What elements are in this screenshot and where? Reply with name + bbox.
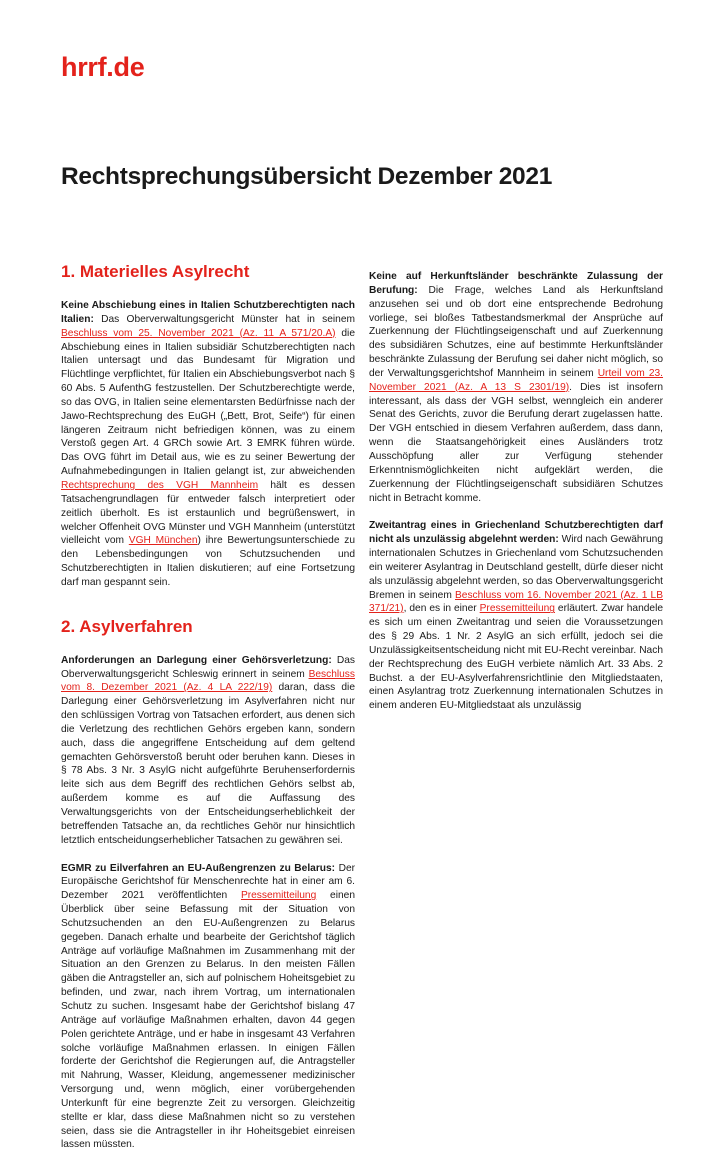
article-text: Wird nach Gewährung internationalen Schutzes in Griechenland vom Schutzsuchenden ein weiterer Asylantrag in Deutschland gestellt, dürfe dieser nicht als unzulässig abgelehnt werden, so das Oberverwaltungsgericht Bremen in seinem [369,534,663,601]
section-heading-asylverfahren: 2. Asylverfahren [61,616,193,636]
left-column [61,262,355,1166]
article-text: , den es in einer [403,603,480,615]
article-gehoersverletzung [61,654,355,848]
article-text: Das Oberverwaltungsgericht Münster hat in seinem [93,313,355,325]
article-text: Das Oberverwaltungsgericht Schleswig erinnert in seinem [61,654,356,680]
link-rechtsprechung-vgh-mannheim[interactable]: Rechtsprechung des VGH Mannheim [61,479,259,491]
site-logo[interactable]: hrrf.de [61,52,145,82]
article-lead: Keine auf Herkunftsländer beschränkte Zulassung der Berufung: [369,271,663,296]
section-heading-materielles-asylrecht: 1. Materielles Asylrecht [61,262,250,281]
right-column [369,270,663,727]
article-text: die Abschiebung eines in Italien subsidiär Schutzberechtigten nach Italien untersagt und das Bundesamt für Migration und Flüchtlinge verpflichtet, für Italien ein Abschiebungsverbot nach § 60 Abs. 5 AufenthG festzustellen. Der Schutzberechtigte werde, so das OVG, in Italien seine elementarsten Bedürfnisse nach der Jawo-Rechtsprechung des EuGH („Bett, Brot, Seife“) für einen längeren Zeitraum nicht befriedigen können, was zu einem Verstoß gegen Art. 4 GRCh sowie Art. 3 EMRK führen würde. Das OVG führt im Detail aus, wie es zu seiner Bewertung der Aufnahmebedingungen in Italien gelangt ist, zur abweichenden [61,327,355,478]
article-text: einen Überblick über seine Befassung mit der Situation von Schutzsuchenden an den EU-Außengrenzen zu Belarus gegeben. Danach erhalte und bearbeite der Gerichtshof täglich Anträge auf vorläufige Maßnahmen im Zusammenhang mit der Situation an den Grenzen zu Belarus. In den meisten Fällen gäben die Antragsteller an, sich auf polnischem Hoheitsgebiet zu befinden, und zwar, nach ihrem Vortrag, um internationalen Schutz zu suchen. Insgesamt habe der Gerichtshof bislang 47 Anträge auf vorläufige Maßnahmen erhalten, davon 44 gegen Polen gerichtete Anträge, und er habe in insgesamt 43 Verfahren solche vorläufige Maßnahmen erlassen. In einigen Fällen forderte der Gerichtshof die Regierungen auf, die Antragsteller mit Nahrung, Wasser, Kleidung, angemessener medizinischer Versorgung und, wenn möglich, einer vorübergehenden Unterkunft für eine begrenzte Zeit zu versorgen. Gleichzeitig stellte er klar, dass diese Maßnahmen nicht so zu verstehen seien, dass sie die Antragsteller in ihr Hoheitsgebiet einreisen lassen müssten. [61,890,355,1151]
link-beschluss-ovg-muenster[interactable]: Beschluss vom 25. November 2021 (Az. 11 A 571/20.A) [61,327,336,339]
article-text: . Dies ist insofern interessant, als dass der VGH selbst, wenngleich ein anderer Senat des Gerichts, zuvor die Berufung derart zugelassen hatte. Der VGH entschied in diesem Verfahren außerdem, dass dann, wenn die Staatsangehörigkeit eines Ausländers trotz Ausschöpfung aller zur Verfügung stehender Erkenntnismöglichkeiten nicht aufgeklärt werden, die Zuerkennung der Flüchtlingseigenschaft subsidiären Schutzes nicht in Betracht komme. [369,381,664,504]
article-herkunftslaender [369,270,663,505]
article-lead: Zweitantrag eines in Griechenland Schutzberechtigten darf nicht als unzulässig abgelehnt werden: [369,520,663,546]
article-lead: Keine Abschiebung eines in Italien Schutzberechtigten nach Italien: [61,300,355,325]
link-beschluss-ovg-schleswig[interactable]: Beschluss vom 8. Dezember 2021 (Az. 4 LA 222/19) [61,668,355,694]
article-zweitantrag-griechenland [369,519,663,713]
article-text: Die Frage, welches Land als Herkunftsland anzusehen sei und ob dort eine entsprechende Bedrohung vorliege, sei bloßes Tatbestandsmerkmal der Ansprüche auf Zuerkennung der Flüchtlingseigenschaft und auf Zuerkennung des subsidiären Schutzes, eine auf bestimmte Herkunftsländer beschränkte Zulassung der Berufung sei daher nicht möglich, so der Verwaltungsgerichtshof Mannheim in seinem [369,284,663,379]
link-pressemitteilung-egmr[interactable]: Pressemitteilung [240,890,317,902]
article-lead: Anforderungen an Darlegung einer Gehörsverletzung: [61,654,332,666]
article-text: erläutert. Zwar handele es sich um einen Zweitantrag und seien die Voraussetzungen des § 29 Abs. 1 Nr. 2 AsylG an sich erfüllt, jedoch sei die Unzulässigkeitsentscheidung nicht mit EU-Recht vereinbar. Nach der Rechtsprechung des EuGH verbiete nämlich Art. 33 Abs. 2 Buchst. a der EU-Asylverfahrensrichtlinie den Mitgliedstaaten, einen Asylantrag trotz Zuerkennung internationalen Schutzes in einem anderen EU-Mitgliedstaat als unzulässig [369,603,663,712]
link-pressemitteilung-ovg-bremen[interactable]: Pressemitteilung [479,603,555,615]
article-egmr-belarus-part1 [61,862,355,1153]
article-text: Der Europäische Gerichtshof für Menschenrechte hat in einer am 6. Dezember 2021 veröffentlichten [61,862,356,902]
article-text: hält es dessen Tatsachengrundlagen für entweder falsch interpretiert oder zeitlich überholt. Es ist erstaunlich und begrüßenswert, in welcher Offenheit OVG Münster und VGH Mannheim (unterstützt vielleicht vom [61,479,355,547]
article-text: daran, dass die Darlegung einer Gehörsverletzung im Asylverfahren nicht nur den schlüssigen Vortrag von Tatsachen erfordert, aus denen sich die Verletzung des rechtlichen Gehörs ergeben kann, sondern auch, dass die angegriffene Entscheidung auf dem geltend gemachten Gehörsverstoß beruht oder beruhen kann. Dieses in § 78 Abs. 3 Nr. 3 AsylG nicht aufgeführte Beruhenserfordernis leite sich aus dem Begriff des rechtlichen Gehörs selbst ab, außerdem komme es auf die Auffassung des Verwaltungsgerichts von der Entscheidungserheblichkeit der betreffenden Tatsache an, da rechtliches Gehör nur hinsichtlich letztlich entscheidungserheblicher Tatsachen zu gewähren sei. [61,682,355,846]
page-title: Rechtsprechungsübersicht Dezember 2021 [61,163,553,190]
article-text: ) ihre Bewertungsunterschiede zu den Lebensbedingungen von Schutzsuchenden und Schutzberechtigten in Italien diskutieren; auf eine Fortsetzung darf man gespannt sein. [61,535,356,588]
link-vgh-muenchen[interactable]: VGH München [128,535,198,547]
article-lead: EGMR zu Eilverfahren an EU-Außengrenzen zu Belarus: [61,862,336,874]
article-italy-deportation [61,299,355,590]
link-beschluss-ovg-bremen[interactable]: Beschluss vom 16. November 2021 (Az. 1 LB 371/21) [369,589,664,615]
link-urteil-vgh-mannheim[interactable]: Urteil vom 23. November 2021 (Az. A 13 S 2301/19) [369,367,664,393]
